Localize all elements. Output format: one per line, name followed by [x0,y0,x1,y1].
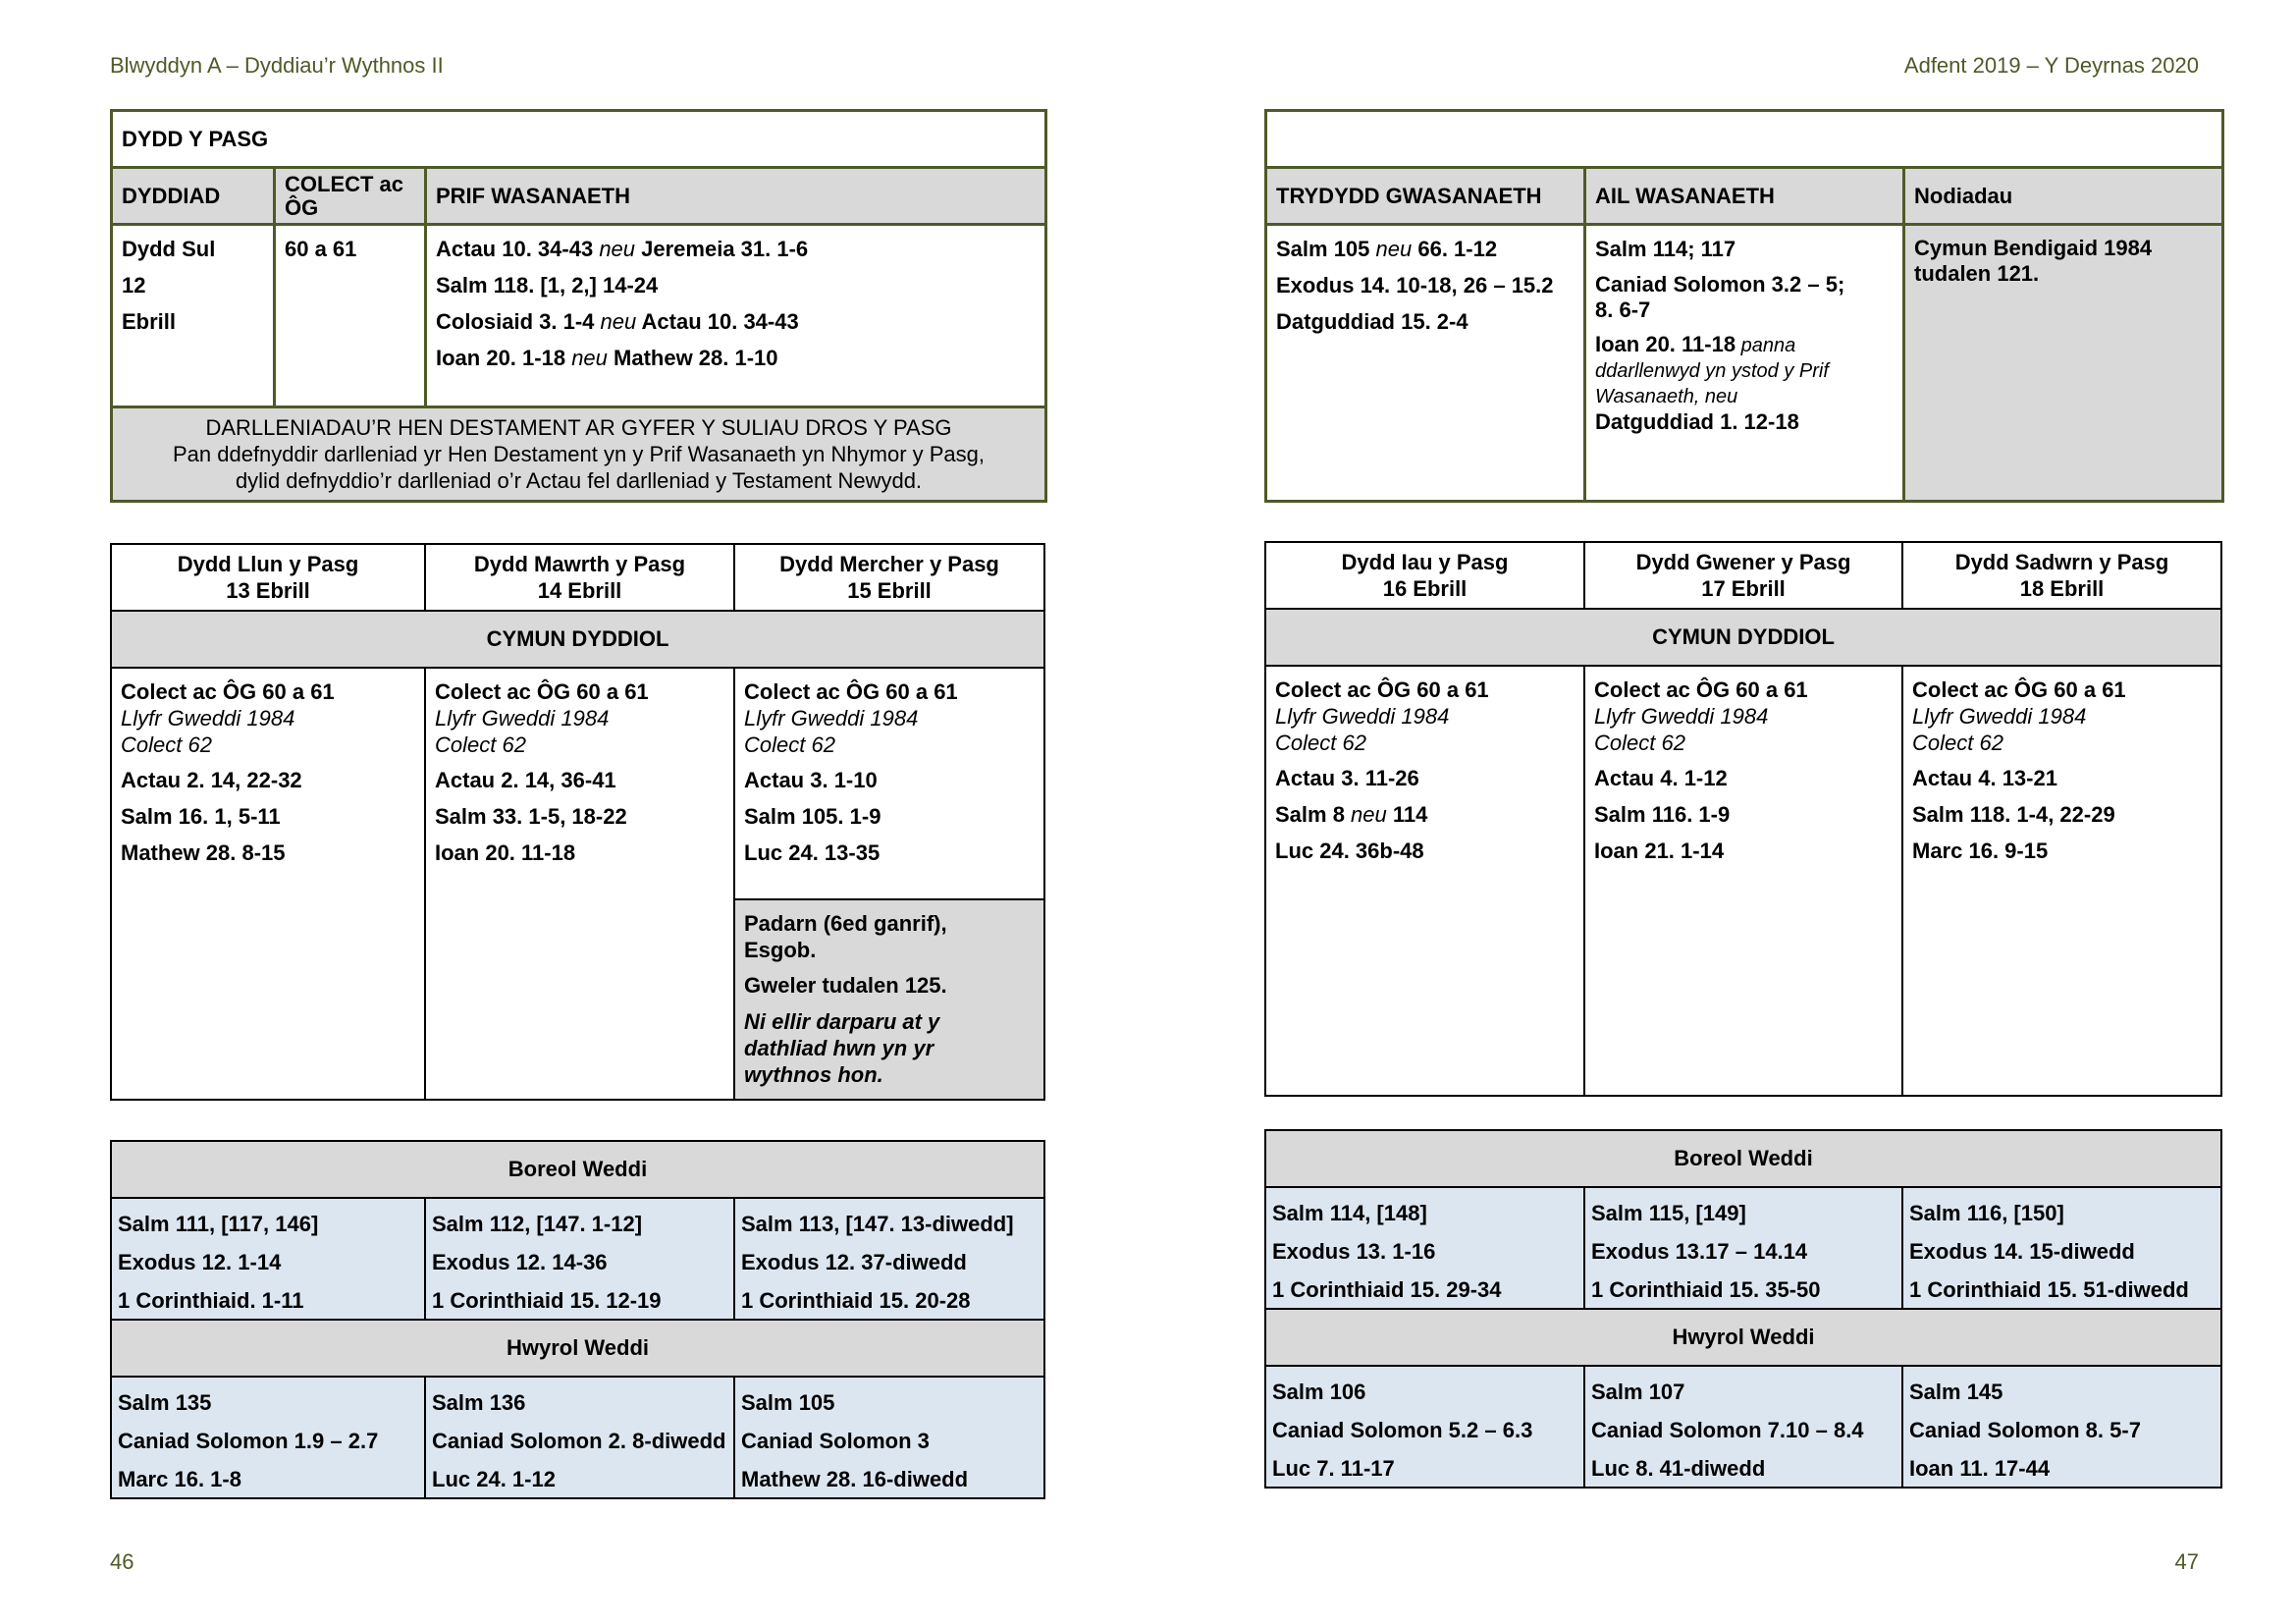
day-header: Dydd Mawrth y Pasg 14 Ebrill [425,544,734,611]
easter-day-title: DYDD Y PASG [112,111,1046,168]
note-line: dylid defnyddio’r darlleniad o’r Actau fel darlleniad y Testament Newydd. [235,468,923,493]
morning-readings-cell: Salm 116, [150] Exodus 14. 15-diwedd 1 Corinthiaid 15. 51-diwedd [1902,1187,2221,1309]
section-daily-communion: CYMUN DYDDIOL [111,611,1044,668]
section-daily-communion: CYMUN DYDDIOL [1265,609,2221,666]
morning-readings-cell: Salm 113, [147. 13-diwedd] Exodus 12. 37-diwedd 1 Corinthiaid 15. 20-28 [734,1198,1044,1320]
day-header: Dydd Iau y Pasg 16 Ebrill [1265,542,1584,609]
easter-collect-cell [275,225,426,407]
easter-day-table [110,109,1047,503]
reading-line: Caniad Solomon 3.2 – 5; 8. 6-7 [1595,272,1845,322]
day-readings-cell: Colect ac ÔG 60 a 61 Llyfr Gweddi 1984 Colect 62 Actau 3. 1-10 Salm 105. 1-9 Luc 24. 13-35 [734,668,1044,899]
reading-line: Salm 105 neu 66. 1-12 [1276,237,1498,261]
morning-readings-cell: Salm 114, [148] Exodus 13. 1-16 1 Corinthiaid 15. 29-34 [1265,1187,1584,1309]
evening-readings-cell: Salm 145 Caniad Solomon 8. 5-7 Ioan 11. 17-44 [1902,1366,2221,1488]
easter-date-cell [112,225,275,407]
evening-prayer-title: Hwyrol Weddi [111,1320,1044,1377]
day-readings-cell: Colect ac ÔG 60 a 61 Llyfr Gweddi 1984 Colect 62 Actau 2. 14, 22-32 Salm 16. 1, 5-11 Mathew 28. 8-15 [111,668,425,1100]
col-header-third-service: TRYDYDD GWASANAETH [1266,168,1585,225]
reading-line: Exodus 14. 10-18, 26 – 15.2 [1276,273,1554,298]
second-service-cell [1585,225,1904,502]
morning-readings-cell: Salm 112, [147. 1-12] Exodus 12. 14-36 1 Corinthiaid 15. 12-19 [425,1198,734,1320]
col-header-main-service: PRIF WASANAETH [426,168,1046,225]
morning-prayer-title: Boreol Weddi [111,1141,1044,1198]
evening-readings-cell: Salm 107 Caniad Solomon 7.10 – 8.4 Luc 8. 41-diwedd [1584,1366,1902,1488]
col-header-second-service: AIL WASANAETH [1585,168,1904,225]
reading-line: Actau 10. 34-43 neu Jeremeia 31. 1-6 [436,237,809,261]
easter-main-service-cell [426,225,1046,407]
day-readings-cell: Colect ac ÔG 60 a 61 Llyfr Gweddi 1984 Colect 62 Actau 4. 13-21 Salm 118. 1-4, 22-29 Marc 16. 9-15 [1902,666,2221,1096]
evening-readings-cell: Salm 106 Caniad Solomon 5.2 – 6.3 Luc 7. 11-17 [1265,1366,1584,1488]
running-header-right: Adfent 2019 – Y Deyrnas 2020 [1903,53,2199,78]
date-month: Ebrill [122,309,177,334]
collect-number: 60 a 61 [285,237,357,261]
notes-cell [1904,225,2223,502]
day-readings-cell: Colect ac ÔG 60 a 61 Llyfr Gweddi 1984 Colect 62 Actau 2. 14, 36-41 Salm 33. 1-5, 18-22 Ioan 20. 11-18 [425,668,734,1100]
reading-line: Ioan 20. 1-18 neu Mathew 28. 1-10 [436,346,778,370]
commemoration-cell: Padarn (6ed ganrif), Esgob. Gweler tudalen 125. Ni ellir darparu at y dathliad hwn yn yr wythnos hon. [734,899,1044,1100]
date-number: 12 [122,273,146,298]
reading-line: Datguddiad 15. 2-4 [1276,309,1468,334]
easter-services-table [1264,109,2224,503]
old-testament-note [112,407,1046,502]
daily-prayer-table-right [1264,1129,2222,1489]
day-header: Dydd Sadwrn y Pasg 18 Ebrill [1902,542,2221,609]
page-number-right: 47 [2174,1549,2199,1574]
col-header-notes: Nodiadau [1904,168,2223,225]
morning-prayer-title: Boreol Weddi [1265,1130,2221,1187]
running-header-left: Blwyddyn A – Dyddiau’r Wythnos II [110,53,444,78]
third-service-cell [1266,225,1585,502]
daily-prayer-table-left [110,1140,1045,1499]
note-title: DARLLENIADAU’R HEN DESTAMENT AR GYFER Y SULIAU DROS Y PASG [205,415,952,440]
notes-text: Cymun Bendigaid 1984 tudalen 121. [1914,236,2153,286]
day-header: Dydd Mercher y Pasg 15 Ebrill [734,544,1044,611]
reading-line: Ioan 20. 11-18 panna ddarllenwyd yn ystod y Prif Wasanaeth, neu Datguddiad 1. 12-18 [1595,332,1829,434]
evening-prayer-title: Hwyrol Weddi [1265,1309,2221,1366]
evening-readings-cell: Salm 136 Caniad Solomon 2. 8-diwedd Luc 24. 1-12 [425,1377,734,1498]
day-readings-cell: Colect ac ÔG 60 a 61 Llyfr Gweddi 1984 Colect 62 Actau 3. 11-26 Salm 8 neu 114 Luc 24. 36b-48 [1265,666,1584,1096]
morning-readings-cell: Salm 115, [149] Exodus 13.17 – 14.14 1 Corinthiaid 15. 35-50 [1584,1187,1902,1309]
note-line: Pan ddefnyddir darlleniad yr Hen Destament yn y Prif Wasanaeth yn Nhymor y Pasg, [172,442,986,466]
empty-title-row [1266,111,2223,168]
col-header-collect: COLECT ac ÔG [275,168,426,225]
evening-readings-cell: Salm 135 Caniad Solomon 1.9 – 2.7 Marc 16. 1-8 [111,1377,425,1498]
weekday-eucharist-table-left [110,543,1045,1101]
date-day: Dydd Sul [122,237,216,261]
col-header-date: DYDDIAD [112,168,275,225]
day-header: Dydd Llun y Pasg 13 Ebrill [111,544,425,611]
morning-readings-cell: Salm 111, [117, 146] Exodus 12. 1-14 1 Corinthiaid. 1-11 [111,1198,425,1320]
reading-line: Salm 118. [1, 2,] 14-24 [436,273,659,298]
reading-line: Colosiaid 3. 1-4 neu Actau 10. 34-43 [436,309,799,334]
page-number-left: 46 [110,1549,134,1574]
weekday-eucharist-table-right [1264,541,2222,1097]
day-readings-cell: Colect ac ÔG 60 a 61 Llyfr Gweddi 1984 Colect 62 Actau 4. 1-12 Salm 116. 1-9 Ioan 21. 1-14 [1584,666,1902,1096]
evening-readings-cell: Salm 105 Caniad Solomon 3 Mathew 28. 16-diwedd [734,1377,1044,1498]
reading-line: Salm 114; 117 [1595,237,1736,261]
day-header: Dydd Gwener y Pasg 17 Ebrill [1584,542,1902,609]
